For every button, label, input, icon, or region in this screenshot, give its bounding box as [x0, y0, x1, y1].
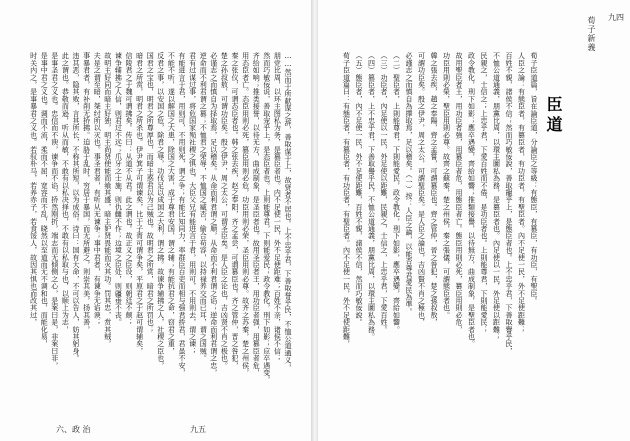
- right-page-text-column-3: 百姓不親，諸侯不信；然而巧敏佞說，善取寵乎上，是態臣者也。上不忠乎君，下善取譽乎民，: [505, 52, 513, 355]
- right-page-number: 九四: [608, 13, 624, 22]
- right-page-text-column-12: （二）聖臣者，上則能尊君，下則能愛民，政令教化，刑下如影，應卒遇變，齊給如響。: [392, 52, 401, 333]
- left-page-text-column-16: 信陵君之于魏可谓拂矣。传曰：从道不从君。此之谓也。故正义之臣设，则朝廷不颇；: [125, 52, 133, 326]
- left-page-text-column-12: 不能不听，遂以解国之大患，除国之大害，成于尊君安国，谓之辅；有能抗君之命，窃君之重，: [167, 52, 176, 355]
- left-page-text-column-13: 反君之事，以安国之危，除君之辱，功伐足以成国之大利，谓之拂。故谏争辅拂之人，社稷之臣也，: [156, 52, 165, 369]
- left-page-text-column-14: 国君之宝也，明君之所尊厚也，而暗主惑君以为己贼也。故明君之所赏，暗君之所罚也；: [146, 52, 155, 333]
- left-page-text-column-7: 楚之孙叔敖，可谓功臣矣。殷之伊尹，周之太公，可谓圣臣矣。是人臣之论也，吉凶贤不肖之极也。: [220, 52, 229, 369]
- left-page-text-column-25: 时关内之，是事暴君之义也。若驭朴马，若养赤子，若食馁人，故因其惧也而改其过，: [29, 52, 38, 326]
- right-page-text-column-14: （四）篡臣者，上不忠乎君，下善取譽乎民，不恤公道通義，朋黨比周，以環主圖私為務。: [367, 52, 376, 340]
- left-page-footer-chapter: 六、政 治: [56, 425, 91, 434]
- left-page-text-column-9: 逆命而不利君谓之篡；不恤君之荣辱，不恤国之臧否，偷合苟容，以持禄养交而已耳，谓之国贼。: [199, 52, 208, 362]
- left-page-text-column-11: 有能进言于君，用则可，不用则死，谓之争；有能比知同力，率群臣百吏而相与强君挢君，君虽不安，: [178, 52, 186, 376]
- chapter-title: 臣道: [544, 96, 563, 136]
- right-page-text-column-2: 人臣之論：有態臣者，有篡臣者，有功臣者，有聖臣者。內不足使一民，外不足使距難；: [517, 52, 526, 333]
- left-page-text-column-4: 齐给如响；推类接誉，以待无方，曲成制象，是圣臣者也。故用圣臣者王，用功臣者强，用篡臣者危，: [252, 52, 261, 376]
- right-page-text-column-9: 韓之張去疾，趙之奉陽，齊之孟嘗，可謂篡臣也。齊之管仲，晉之咎犯，楚之孫叔敖，: [430, 52, 438, 326]
- left-page-text-column-19: 夫是之谓至暗，桀纣所以灭也。事圣君者，有听从无谏争；事中君者，有谏争无谄谀；: [93, 52, 102, 326]
- right-page: [318, 0, 630, 441]
- left-page-text-column-5: 用态臣者亡。态臣用则必死，篡臣用则必危，功臣用则必荣，圣臣用则必尊。故齐之苏秦，楚之州侯，: [241, 52, 250, 376]
- left-page-text-column-2: 朋党比周，以环主图私为务，是篡臣者也。内不足使一民，外不足使距难；百姓不亲，诸侯不信；: [273, 52, 282, 362]
- right-page-text-column-7: 故用聖臣者王，用功臣者強，用篡臣者危，用態臣者亡。態臣用則必死，篡臣用則必危，: [455, 52, 463, 333]
- left-page: [0, 0, 312, 441]
- left-page-text-column-21: 违其恶，隐其败，言其所长，不称其所短，以为成俗。诗曰：国有大命，不可以告人，妨其躬身。: [72, 52, 80, 362]
- right-page-text-column-5: 民親之，士信之；上忠乎君，下愛百姓而不倦，是功臣者也。上則能尊君，下則能愛民；: [480, 52, 488, 333]
- left-page-text-column-10: 君有过谋过事，将危国家殒社稷之惧也，大臣父兄有能进言于君，用则可，不用则去，谓之谏；: [188, 52, 197, 355]
- left-page-text-column-20: 事暴君者，有补削无挢拂。迫胁于乱时，穷居于暴国，而无所避之，则崇其美，扬其善，: [82, 52, 91, 333]
- left-page-text-column-8: 必谨志之而慎自为择取焉，足以稽矣。从命而利君谓之顺，从命而不利君谓之谄；逆命而利君谓之忠，: [209, 52, 218, 376]
- left-page-text-column-24: 是事中君之义也。调而不流，柔而不屈，宽容而不乱，晓然以至道而无不调和也，而能化易，: [40, 52, 49, 348]
- left-page-text-column-18: 故明主好同而暗主好独，明主尚贤使能而飨其盛，暗主妒贤畏能而灭其功。罚其忠，赏其贼，: [103, 52, 112, 348]
- right-page-text-column-15: （五）態臣者，內不足使一民，外不足使距難，百姓不親，諸侯不信，然而巧敏佞說。: [355, 52, 363, 326]
- running-head: 荀子新義: [587, 16, 596, 52]
- right-page-text-column-16: 荀子臣道篇曰：有態臣者，有篡臣者，有功臣者，有聖臣者。內不足使一民，外不足使距難，: [342, 52, 351, 348]
- right-page-text-column-1: 荀子臣道篇，旨在論臣道，分論臣之等級：有態臣，有篡臣，有功臣，有聖臣。: [530, 52, 538, 304]
- right-page-text-column-11: 必謹志之而慎自為擇取焉，足以稽矣。（一）按：人臣之論，以能否尊君愛民為準。: [405, 52, 413, 315]
- left-page-text-column-6: 秦之张仪，可谓态臣者也。韩之张去疾，赵之奉阳，齐之孟尝，可谓篡臣也。齐之管仲，晋之咎犯，: [231, 52, 239, 369]
- left-page-text-column-15: 暗君之所赏，明君之所杀也。伊尹箕子可谓谏矣，比干子胥可谓争矣，平原君之于赵可谓辅矣，: [135, 52, 144, 355]
- right-page-text-column-8: 功臣用則必榮，聖臣用則必尊。故齊之蘇秦，楚之州侯，秦之張儀，可謂態臣者也。: [442, 52, 451, 319]
- right-page-text-column-13: （三）功臣者，內足使以一民，外足使以距難，民親之，士信之，上忠乎君，下愛百姓。: [380, 52, 388, 333]
- right-page-text-column-6: 政令教化，刑下如影；應卒遇變，齊給如響；推類接譽，以待無方，曲成制象，是聖臣者也。: [467, 52, 476, 348]
- left-page-text-column-23: 是事圣君之义也。忠信而不谀，谏争而不谄，挢然刚折，端志而无倾侧之心，是案曰是，非案曰非，: [50, 52, 59, 369]
- left-page-text-column-3: 然而巧敏佞说，善取宠乎上，是态臣者也。上则能尊君，下则能爱民；政令教化，刑下如影；应卒遇变，: [262, 52, 271, 384]
- right-page-text-column-10: 可謂功臣矣。殷之伊尹，周之太公，可謂聖臣矣。是人臣之論也，吉凶賢不肖之極也，: [417, 52, 426, 326]
- left-page-text-column-17: 谏争辅拂之人信，则君过不远；爪牙之士施，则仇雠不作；边境之臣处，则疆垂不丧。: [114, 52, 123, 326]
- right-page-text-column-4: 不恤公道通義，朋黨比周，以環主圖私為務，是篡臣者也。內足使以一民，外足使以距難；: [492, 52, 501, 340]
- left-page-number: 九五: [190, 425, 206, 434]
- left-page-text-column-1: ……然而于所献谋之辞，善取谋于上，故贤者不居也。上不忠乎君，下善取誉乎民，不恤公道通义，: [284, 52, 292, 371]
- left-page-text-column-22: 此之谓也。恭敬而逊，听从而敏，不敢有以私决择也，不敢有以私取与也，以顺上为志，: [61, 52, 70, 333]
